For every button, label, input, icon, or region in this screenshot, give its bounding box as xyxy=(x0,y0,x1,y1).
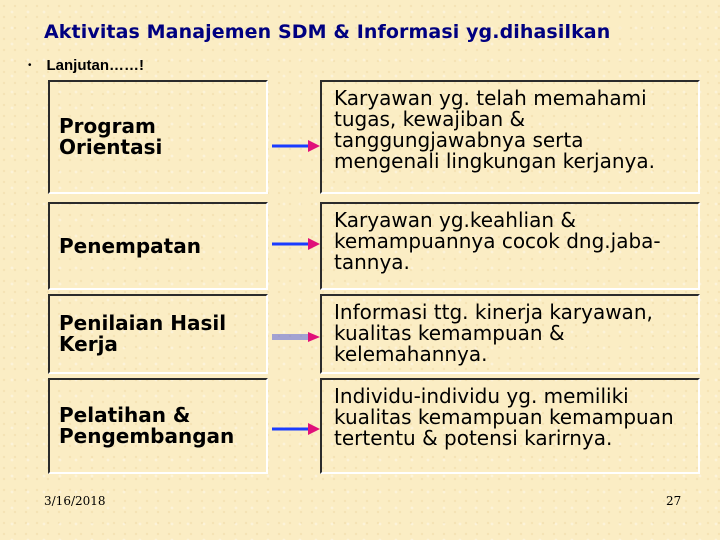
result-box-penempatan: Karyawan yg.keahlian & kemampuannya cocok dng.jaba- tannya. xyxy=(320,202,700,290)
activity-box-penilaian-hasil-kerja: Penilaian Hasil Kerja xyxy=(48,294,268,374)
activity-box-penempatan: Penempatan xyxy=(48,202,268,290)
result-box-penilaian-hasil-kerja: Informasi ttg. kinerja karyawan, kualitas kemampuan & kelemahannya. xyxy=(320,294,700,374)
right-arrow-icon xyxy=(272,423,320,435)
result-box-pelatihan-pengembangan: Individu-individu yg. memiliki kualitas kemampuan kemampuan tertentu & potensi karirnya. xyxy=(320,378,700,474)
slide-title: Aktivitas Manajemen SDM & Informasi yg.dihasilkan xyxy=(44,21,611,43)
activity-box-pelatihan-pengembangan: Pelatihan & Pengembangan xyxy=(48,378,268,474)
slide-date: 3/16/2018 xyxy=(44,494,106,508)
bullet-dot-icon: • xyxy=(28,60,32,71)
result-box-program-orientasi: Karyawan yg. telah memahami tugas, kewajiban & tanggungjawabnya serta mengenali lingkungan kerjanya. xyxy=(320,80,700,194)
subtitle-text: Lanjutan……! xyxy=(46,57,145,74)
slide-number: 27 xyxy=(666,494,682,508)
right-arrow-icon xyxy=(272,140,320,152)
subtitle xyxy=(28,57,144,74)
right-arrow-icon xyxy=(272,331,320,343)
right-arrow-icon xyxy=(272,238,320,250)
activity-box-program-orientasi: Program Orientasi xyxy=(48,80,268,194)
